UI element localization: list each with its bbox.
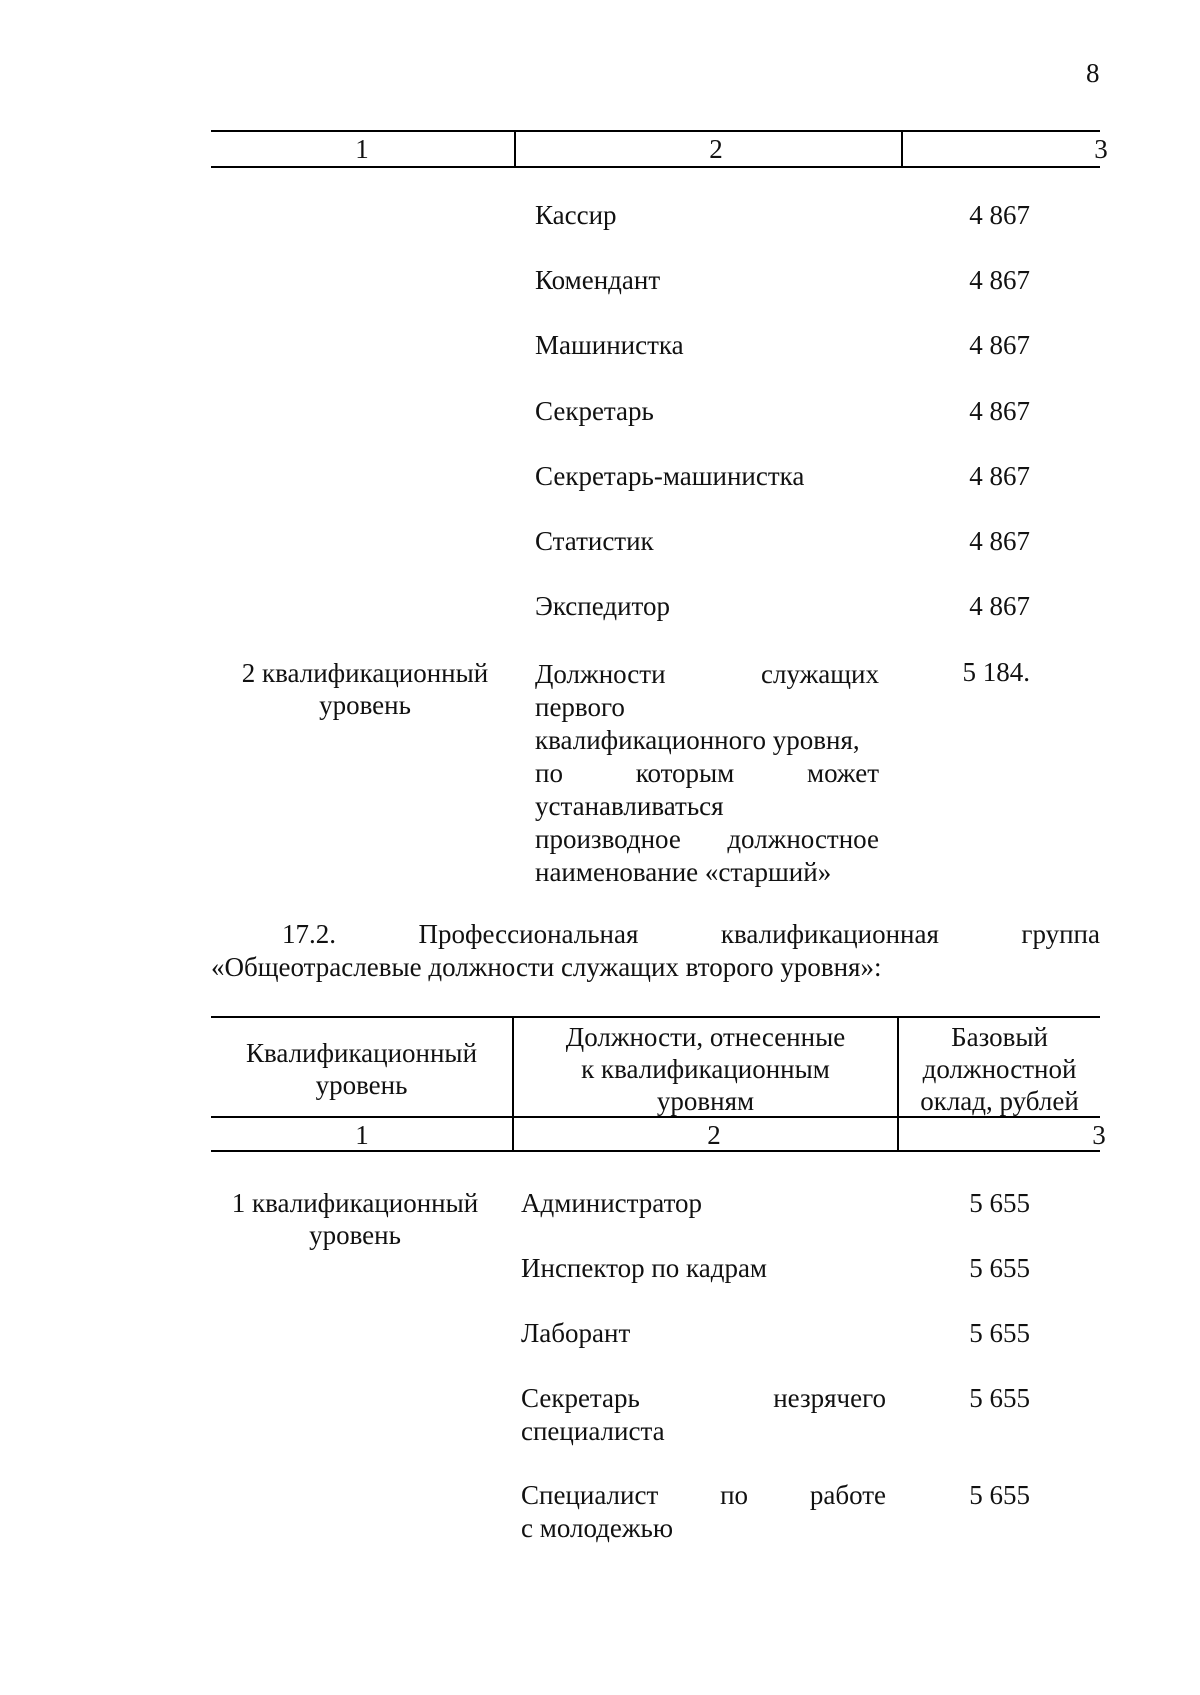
level-label-line: уровень [319,690,411,720]
position-name: Администратор [521,1188,703,1218]
column-number-3: 3 [1094,134,1108,164]
desc-line: производное должностное [535,824,879,854]
salary-value: 4 867 [969,200,1030,230]
desc-line: первого [535,692,625,722]
position-name: Специалист по работе с молодежью [521,1480,887,1543]
column-divider [901,132,903,166]
desc-line: наименование «старший» [535,857,832,887]
column-number-2: 2 [709,134,723,164]
position-name: Секретарь-машинистка [535,461,805,491]
level-label-line: 1 квалификационный [231,1188,479,1218]
position-name: Секретарь [535,396,654,426]
position-name: Лаборант [521,1318,631,1348]
page-number: 8 [1086,58,1100,88]
salary-value: 5 655 [969,1480,1030,1510]
salary-value: 4 867 [969,591,1030,621]
section-heading-line: 17.2. Профессиональная квалификационная группа [282,919,1100,949]
salary-value: 4 867 [969,265,1030,295]
column-header-level: Квалификационный уровень [245,1038,478,1100]
salary-value: 4 867 [969,461,1030,491]
position-name: Секретарь незрячего специалиста [521,1383,886,1446]
salary-value: 4 867 [969,526,1030,556]
level-label-line: 2 квалификационный [241,658,489,688]
column-number-1: 1 [355,134,369,164]
level-label-line: уровень [309,1220,401,1250]
table2-header [211,1016,1106,1151]
column-number-3: 3 [1092,1120,1106,1150]
qualification-level-label [215,1187,495,1251]
column-number-2: 2 [707,1120,721,1150]
position-name: Кассир [535,200,617,230]
salary-value: 4 867 [969,330,1030,360]
salary-value: 5 655 [969,1188,1030,1218]
table-rule [211,1016,1100,1018]
desc-line: Должности служащих [535,659,879,689]
table1-header [211,130,1108,168]
position-name: Статистик [535,526,654,556]
position-name: Машинистка [535,330,684,360]
salary-value: 5 184. [962,657,1030,687]
position-name: Комендант [535,265,661,295]
section-heading-line: «Общеотраслевые должности служащих второго уровня»: [211,952,882,982]
salary-value: 4 867 [969,396,1030,426]
desc-line: устанавливаться [535,791,724,821]
column-header-salary: Базовый должностной оклад, рублей [920,1022,1079,1116]
position-name: Инспектор по кадрам [521,1253,768,1283]
salary-value: 5 655 [969,1383,1030,1413]
salary-value: 5 655 [969,1318,1030,1348]
column-header-positions: Должности, отнесенные к квалификационным уровням [565,1022,846,1116]
qualification-level-label [225,657,505,721]
column-divider [514,132,516,166]
salary-value: 5 655 [969,1253,1030,1283]
column-number-1: 1 [355,1120,369,1150]
desc-line: по которым может [535,758,880,788]
level2-description [535,658,879,889]
desc-line: квалификационного уровня, [535,725,860,755]
position-name: Экспедитор [535,591,670,621]
